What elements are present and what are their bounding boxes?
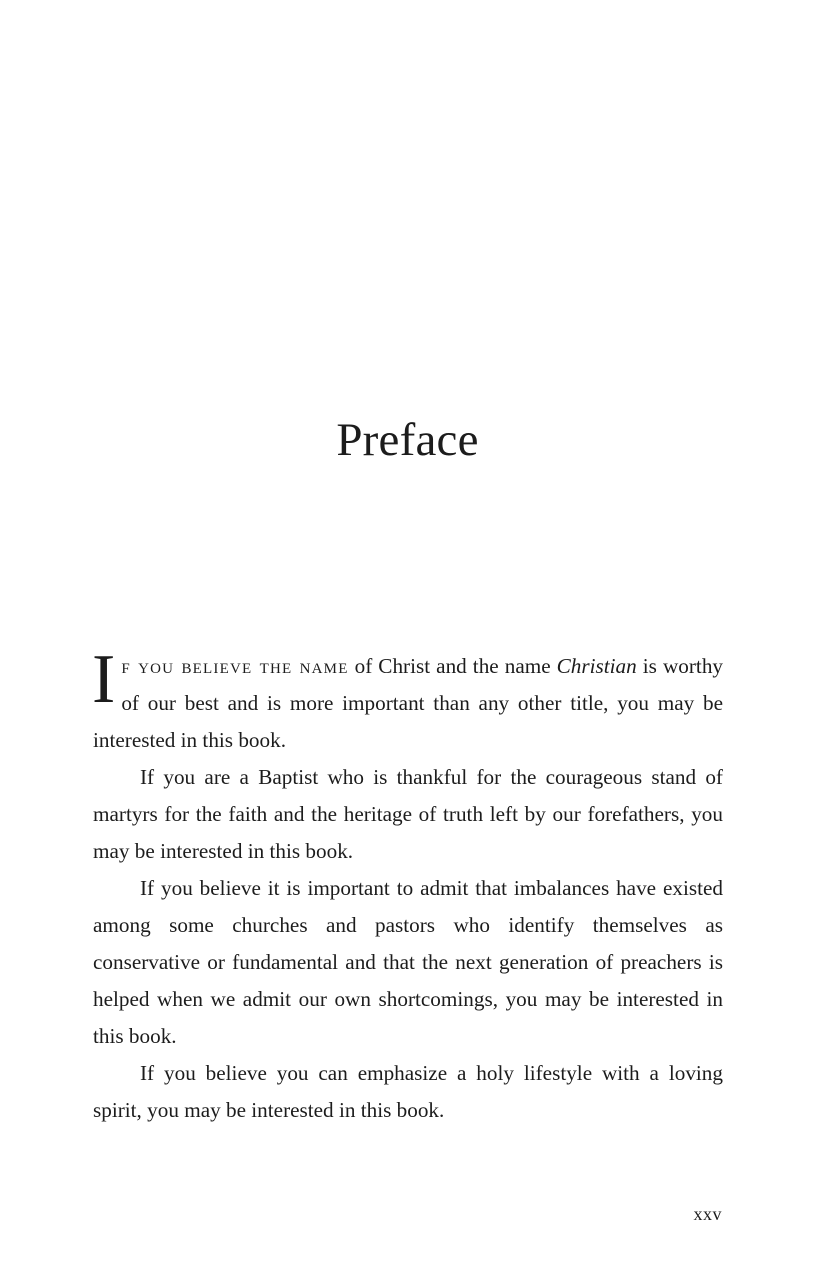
- paragraph-3: If you believe it is important to admit that imbalances have existed among some churches and pastors who identify themselves as conservative or fundamental and that the next generation of preachers is helped when we admit our own shortcomings, you may be interested in this book.: [93, 876, 723, 1048]
- page-number: xxv: [693, 1204, 722, 1224]
- paragraph-4: If you believe you can emphasize a holy lifestyle with a loving spirit, you may be interested in this book.: [93, 1061, 723, 1122]
- paragraph-1-text-b: is worthy of our best and is more important than any other title, you may be interested in this book.: [93, 654, 724, 752]
- small-caps-lead: f you believe the name: [121, 654, 349, 678]
- drop-cap: I: [92, 641, 116, 718]
- paragraph-1: [92, 641, 724, 759]
- italic-term: Christian: [556, 654, 637, 678]
- paragraph-1-text-a: of Christ and the name: [348, 654, 557, 678]
- paragraph-2: If you are a Baptist who is thankful for the courageous stand of martyrs for the faith and the heritage of truth left by our forefathers, you may be interested in this book.: [93, 765, 723, 863]
- chapter-title: Preface: [336, 414, 479, 466]
- preface-body: [92, 641, 724, 1129]
